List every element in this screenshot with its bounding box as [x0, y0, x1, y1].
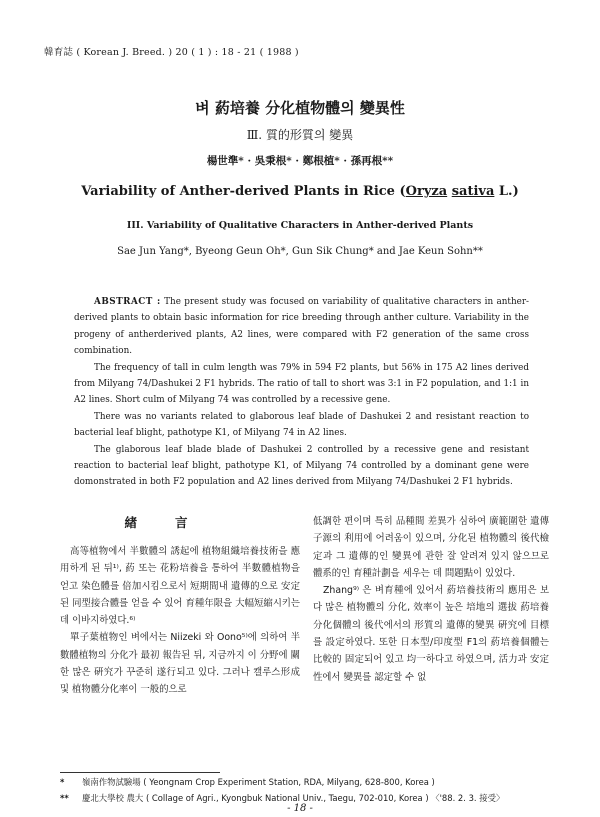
footnote-1 — [60, 776, 550, 788]
section-heading-introduction: 緖言 — [124, 515, 226, 530]
footnote-1-text: 嶺南作物試驗場 ( Yeongnam Crop Experiment Station, RDA, Milyang, 628-800, Korea ) — [82, 777, 435, 787]
body-column-right — [313, 513, 549, 686]
left-paragraph-1: 高等植物에서 半數體의 誘起에 植物組織培養技術을 應用하게 된 뒤¹⁾, 葯 또는 花粉培養을 통하여 半數體植物을 얻고 染色體를 倍加시킴으로서 短期間내 遺傳的으로 安定된 同型接合體를 얻을 수 있어 育種年限을 大幅短縮시키는데 이바지하였다.⁶⁾ — [60, 546, 300, 627]
title-english — [0, 184, 600, 199]
subtitle-korean: Ⅲ. 質的形質의 變異 — [246, 128, 354, 142]
subtitle-english: III. Variability of Qualitative Characters in Anther-derived Plants — [126, 220, 474, 231]
title-english-pre: Variability of Anther-derived Plants in Rice ( — [81, 184, 406, 199]
title-korean: 벼 葯培養 分化植物體의 變異性 — [195, 99, 405, 117]
abstract-text-1: The present study was focused on variability of qualitative characters in anther-derived plants to obtain basic information for rice breeding through anther culture. Variability in the progeny of antherderived plants, A2 lines, were compared with F2 generation of the same cross combination. — [74, 297, 530, 357]
authors-korean: 楊世準* · 吳秉根* · 鄭根植* · 孫再根** — [206, 155, 394, 167]
title-species: sativa — [451, 184, 495, 199]
abstract-paragraph-1 — [74, 294, 529, 360]
left-paragraph-2: 單子葉植物인 벼에서는 Niizeki 와 Oono⁵⁾에 의하여 半數體植物의 分化가 最初 報告된 뒤, 지금까지 이 分野에 關한 많은 硏究가 꾸준히 遂行되고 있다. 그러나 캘루스形成 및 植物體分化率이 一般的으로 — [60, 632, 300, 696]
abstract-label: ABSTRACT : — [94, 297, 161, 307]
authors-english: Sae Jun Yang*, Byeong Geun Oh*, Gun Sik Chung* and Jae Keun Sohn** — [117, 246, 483, 257]
right-paragraph-2: Zhang⁹⁾ 은 벼育種에 있어서 葯培養技術의 應用은 보다 많은 植物體의 分化, 效率이 높은 培地의 選拔 葯培養分化個體의 後代에서의 形質의 遺傳的變異 硏究에 目標를 設定하였다. 또한 日本型/印度型 F1의 葯培養個體는 比較的 固定되어 있고 均一하다고 하였으며, 活力과 安定性에서 變異를 認定할 수 없 — [313, 585, 549, 683]
abstract-block — [74, 294, 529, 491]
footnote-2-text: 慶北大學校 農大 ( Collage of Agri., Kyongbuk National Univ., Taegu, 702-010, Korea ) 〈'88. 2. 3. 接受〉 — [82, 793, 505, 803]
page-number: - 18 - — [287, 803, 313, 814]
footnote-divider — [60, 772, 220, 773]
journal-citation: 韓育誌 ( Korean J. Breed. ) 20 ( 1 ) : 18 - 21 ( 1988 ) — [44, 47, 299, 58]
abstract-paragraph-4: The glaborous leaf blade blade of Dashukei 2 controlled by a recessive gene and resistant reaction to bacterial leaf blight, pathotype K1, of Milyang 74 controlled by a dominant gene were domonstrated in both F2 population and A2 lines derived from Milyang 74/Dashukei 2 F1 hybrids. — [74, 444, 529, 488]
footnote-1-mark: * — [60, 777, 65, 787]
abstract-paragraph-3: There was no variants related to glaborous leaf blade of Dashukei 2 and resistant reaction to bacterial leaf blight, pathotype K1, of Milyang 74 in A2 lines. — [74, 411, 529, 439]
right-paragraph-1: 低調한 편이며 특히 品種間 差異가 심하여 廣範圍한 遺傳子源의 利用에 어려움이 있으며, 分化된 植物體의 後代檢定과 그 遺傳的인 變異에 관한 잘 알려져 있지 않으므로 體系的인 育種計劃을 세우는 데 問題點이 있었다. — [313, 516, 549, 579]
title-genus: Oryza — [405, 184, 448, 199]
abstract-paragraph-2: The frequency of tall in culm length was 79% in 594 F2 plants, but 56% in 175 A2 lines derived from Milyang 74/Dashukei 2 F1 hybrids. The ratio of tall to short was 3:1 in F2 population, and 1:1 in A2 lines. Short culm of Milyang 74 was controlled by a recessive gene. — [74, 362, 529, 406]
footnote-2-mark: ** — [60, 793, 69, 803]
body-column-left — [60, 543, 300, 699]
title-english-post: L.) — [494, 184, 519, 199]
